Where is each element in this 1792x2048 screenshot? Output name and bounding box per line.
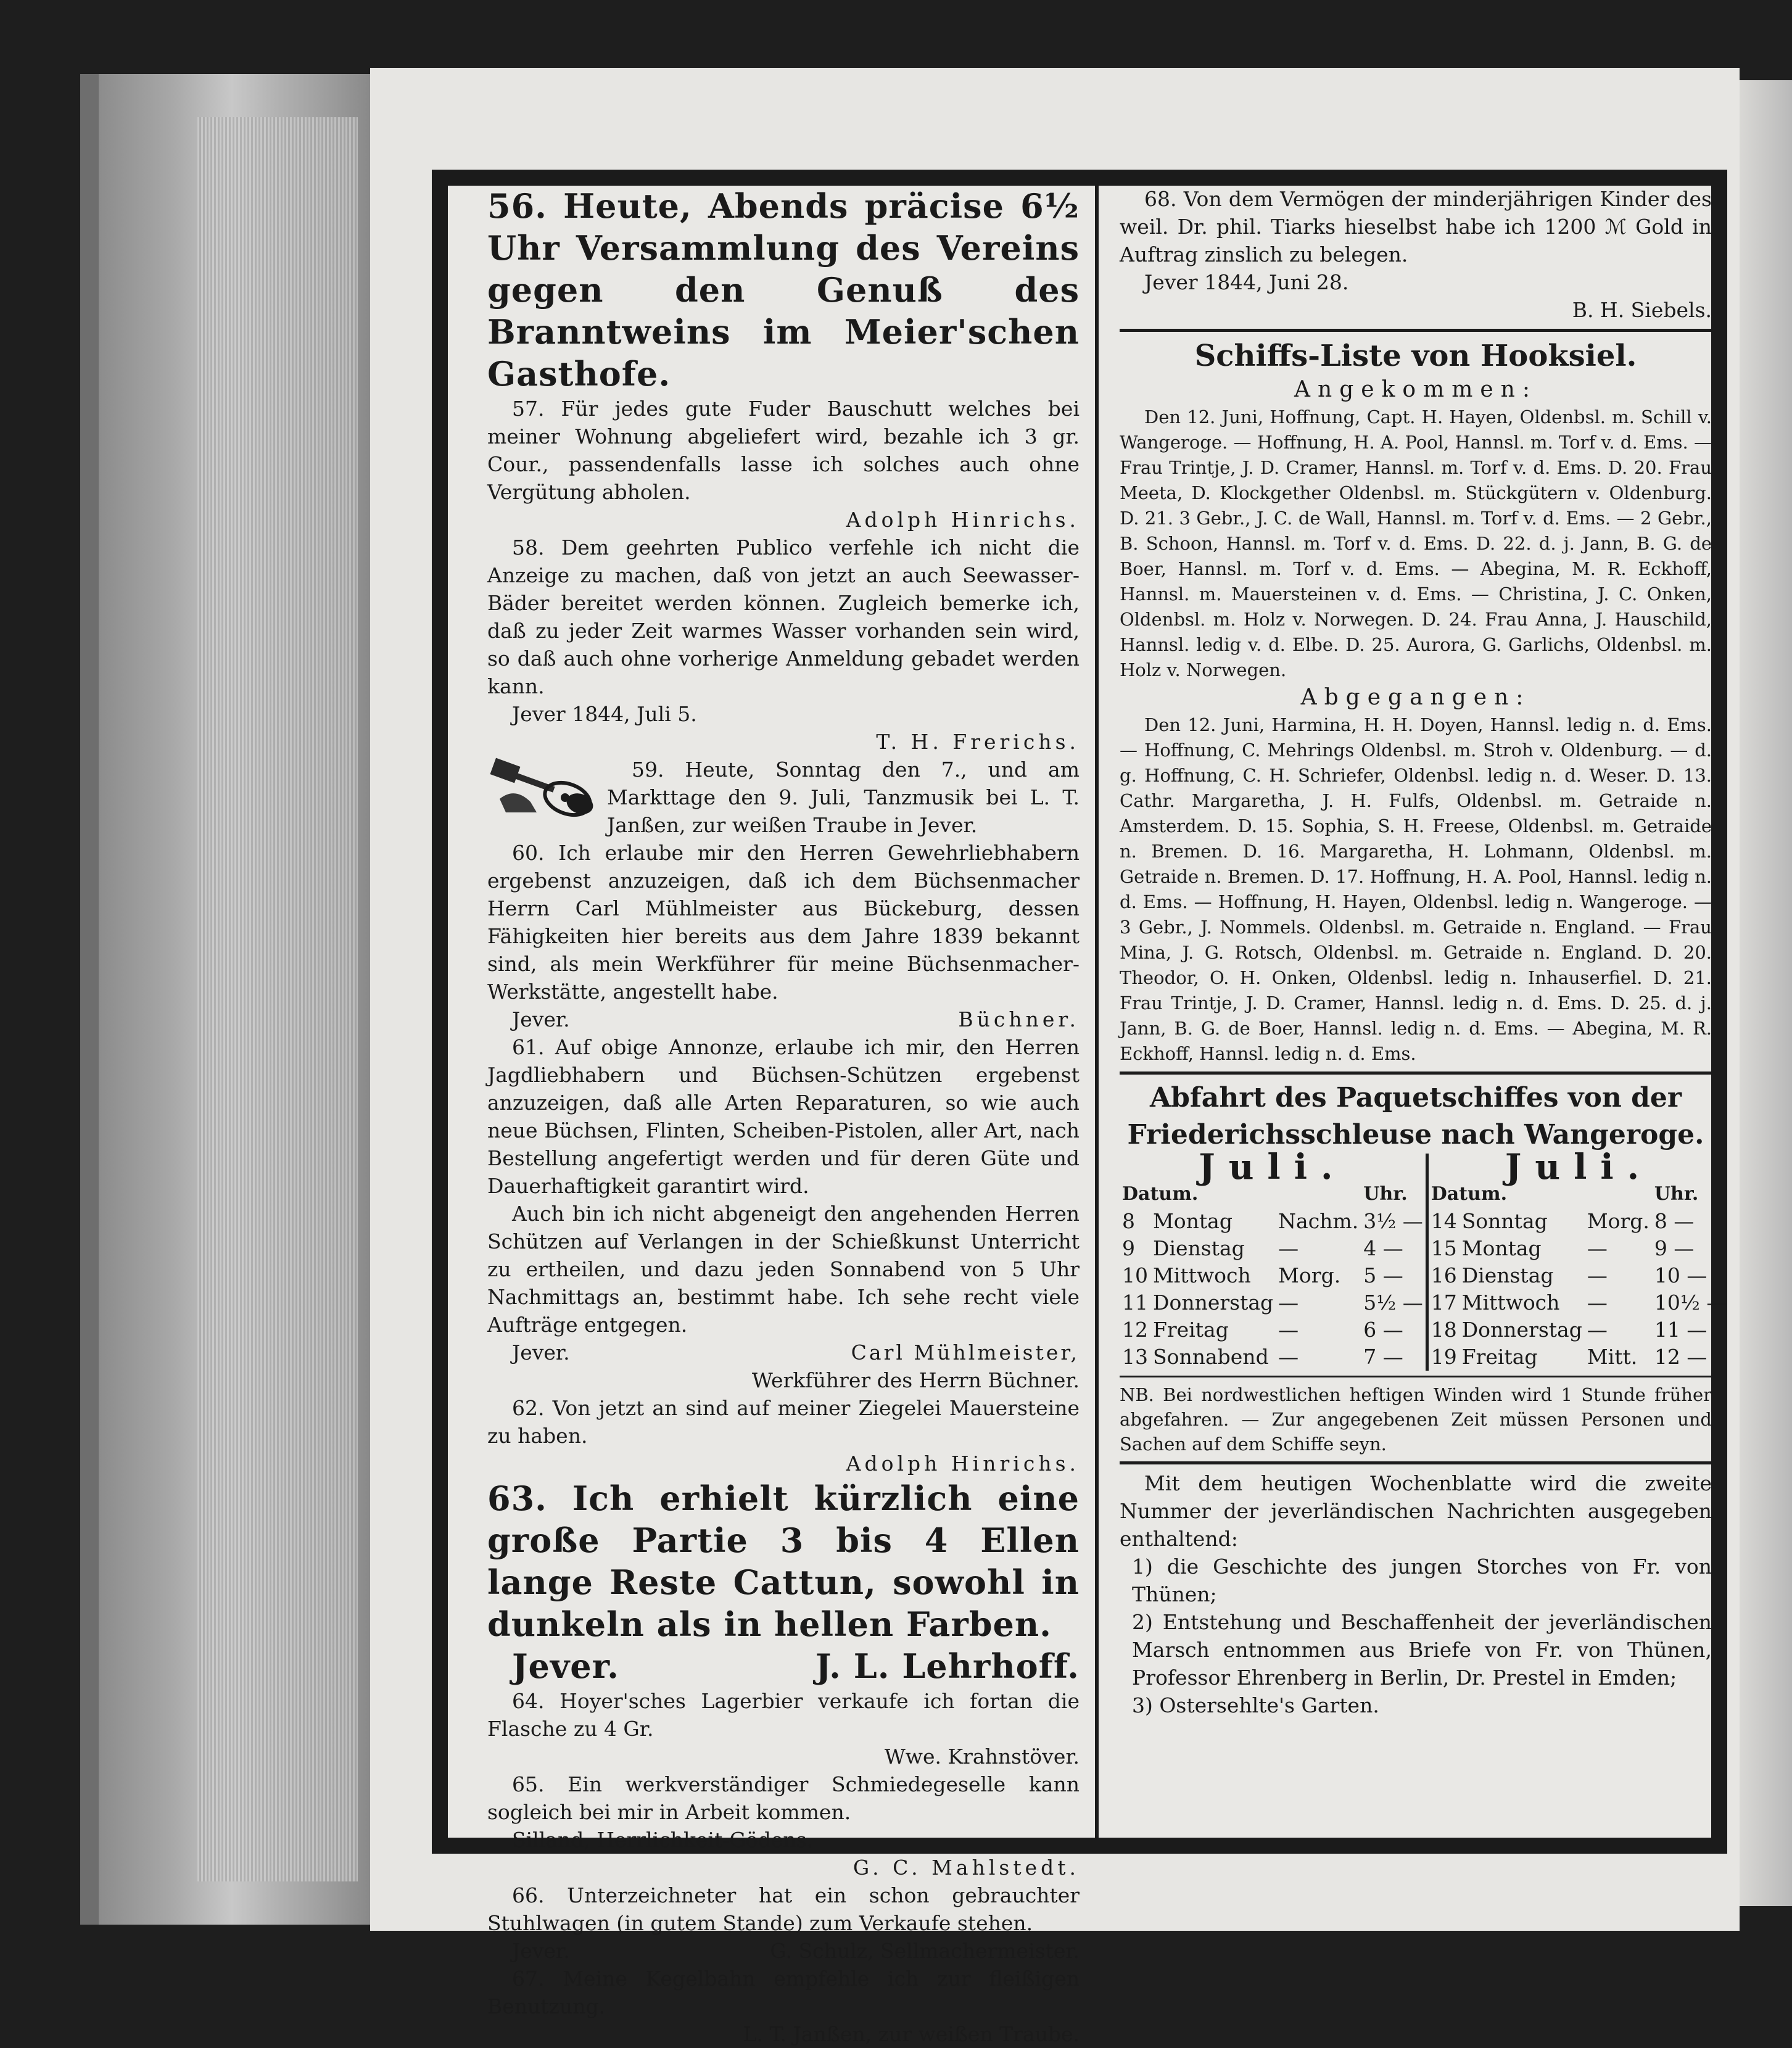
schedule-hour: 10½ —	[1654, 1290, 1727, 1315]
schedule-head-date-left: Datum.	[1122, 1183, 1199, 1205]
schedule-hour: 6 —	[1361, 1316, 1427, 1344]
schedule-month-right: Juli.	[1505, 1147, 1653, 1187]
schedule-note: NB. Bei nordwestlichen heftigen Winden wird 1 Stunde früher abgefahren. — Zur angegebenen Zeit müssen Personen und Sachen auf dem Schiffe seyn.	[1120, 1384, 1712, 1455]
notice-57-signature: Adolph Hinrichs.	[846, 508, 1080, 532]
schedule-date: 13	[1122, 1345, 1148, 1369]
notice-64: 64. Hoyer'sches Lagerbier verkaufe ich fortan die Flasche zu 4 Gr.	[487, 1689, 1080, 1741]
notice-66: 66. Unterzeichneter hat ein schon gebrauchter Stuhlwagen (in gutem Stande) zum Verkaufe stehen.	[487, 1883, 1080, 1935]
schedule-date: 15	[1431, 1236, 1457, 1260]
schedule-day: Donnerstag	[1153, 1290, 1274, 1315]
notice-57: 57. Für jedes gute Fuder Bauschutt welches bei meiner Wohnung abgeliefert wird, bezahle ich 3 gr. Cour., passendenfalls lasse ich solches auch ohne Vergütung abholen.	[487, 397, 1080, 504]
schedule-hour: 8 —	[1654, 1209, 1695, 1233]
notice-60: 60. Ich erlaube mir den Herren Gewehrliebhabern ergebenst anzuzeigen, daß ich dem Büchsenmacher Herrn Carl Mühlmeister aus Bückeburg, dessen Fähigkeiten hier bereits aus dem Jahre 1839 bekannt sind, als mein Werkführer für meine Büchsenmacher-Werkstätte, angestellt habe.	[487, 841, 1080, 1004]
schedule-day: Freitag	[1153, 1318, 1229, 1342]
schedule-date: 11	[1122, 1290, 1148, 1315]
schedule-hour: 5 —	[1361, 1262, 1427, 1289]
notice-63-footer	[487, 1645, 1080, 1687]
schedule-time-of-day: Morg.	[1278, 1263, 1341, 1287]
notice-66-signature: G. Schulz, Sellmachermeister.	[770, 1939, 1080, 1963]
schedule-row	[1120, 1289, 1729, 1316]
schedule-time-of-day: Morg.	[1587, 1209, 1650, 1233]
supplement-items	[1120, 1553, 1712, 1719]
notice-60-footer	[487, 1005, 1080, 1033]
schedule-date: 17	[1431, 1290, 1457, 1315]
notice-59-block	[487, 756, 1080, 839]
schedule-day: Mittwoch	[1153, 1263, 1251, 1287]
schedule-rule	[1120, 1376, 1712, 1377]
left-column	[487, 185, 1080, 2048]
schedule-hour: 5½ —	[1361, 1289, 1427, 1316]
schedule-date: 16	[1431, 1263, 1457, 1287]
schedule-day: Dienstag	[1461, 1263, 1554, 1287]
guitar-icon	[487, 756, 598, 817]
notice-61-continued: Auch bin ich nicht abgeneigt den angehenden Herren Schützen auf Verlangen in der Schießkunst Unterricht zu ertheilen, und dazu jeden Sonnabend von 5 Uhr Nachmittags an, bestimmt habe. Ich sehe recht viele Aufträge entgegen.	[487, 1202, 1080, 1337]
notice-60-signature: Büchner.	[958, 1007, 1080, 1031]
schedule-hour: 3½ —	[1361, 1208, 1427, 1235]
schedule-time-of-day: Mitt.	[1587, 1345, 1638, 1369]
notice-59: 59. Heute, Sonntag den 7., und am Markttage den 9. Juli, Tanzmusik bei L. T. Janßen, zur weißen Traube in Jever.	[607, 758, 1080, 837]
supplement-item: 1) die Geschichte des jungen Storches von Fr. von Thünen;	[1132, 1555, 1712, 1606]
notice-68-signature: B. H. Siebels.	[1572, 298, 1712, 322]
schedule-head-time-right: Uhr.	[1654, 1183, 1699, 1205]
schedule-date: 19	[1431, 1345, 1457, 1369]
notice-62: 62. Von jetzt an sind auf meiner Ziegelei Mauersteine zu haben.	[487, 1396, 1080, 1448]
supplement-intro: Mit dem heutigen Wochenblatte wird die zweite Nummer der jeverländischen Nachrichten ausgegeben enthaltend:	[1120, 1471, 1712, 1551]
notice-65: 65. Ein werkverständiger Schmiedegeselle kann sogleich bei mir in Arbeit kommen.	[487, 1772, 1080, 1824]
arrived-list: Den 12. Juni, Hoffnung, Capt. H. Hayen, Oldenbsl. m. Schill v. Wangeroge. — Hoffnung, H. A. Pool, Hannsl. m. Torf v. d. Ems. — Frau Trintje, J. D. Cramer, Hannsl. m. Torf v. d. Ems. D. 20. Frau Meeta, D. Klockgether Oldenbsl. m. Stückgütern v. Oldenburg. D. 21. 3 Gebr., J. C. de Wall, Hannsl. m. Torf v. d. Ems. — 2 Gebr., B. Schoon, Hannsl. m. Torf v. d. Ems. D. 22. d. j. Jann, B. G. de Boer, Hannsl. m. Torf v. d. Ems. — Abegina, M. R. Eckhoff, Hannsl. m. Mauersteinen v. d. Ems. — Christina, J. C. Onken, Oldenbsl. m. Holz v. Norwegen. D. 24. Frau Anna, J. Hauschild, Hannsl. ledig v. d. Elbe. D. 25. Aurora, G. Garlichs, Oldenbsl. m. Holz v. Norwegen.	[1120, 407, 1712, 680]
schedule-day: Sonnabend	[1153, 1345, 1269, 1369]
right-column	[1120, 185, 1727, 1719]
schedule-date: 8	[1122, 1209, 1135, 1233]
schedule-row	[1120, 1262, 1729, 1289]
next-page-edge	[1740, 80, 1792, 1906]
notice-61-place: Jever.	[512, 1340, 570, 1365]
notice-65-place: Silland, Herrlichkeit-Gödens.	[512, 1828, 814, 1852]
schedule-time-of-day: —	[1278, 1318, 1299, 1342]
schedule-hour: 12 —	[1654, 1345, 1707, 1369]
section-rule	[1120, 1461, 1712, 1464]
notice-60-place: Jever.	[512, 1007, 570, 1031]
notice-65-signature: G. C. Mahlstedt.	[853, 1856, 1080, 1880]
book-page-edges	[80, 74, 395, 1925]
schedule-time-of-day: —	[1278, 1345, 1299, 1369]
notice-58-date: Jever 1844, Juli 5.	[512, 702, 697, 726]
schedule-time-of-day: —	[1278, 1236, 1299, 1260]
ship-list-title: Schiffs-Liste von Hooksiel.	[1194, 339, 1637, 373]
schedule-time-of-day: —	[1587, 1290, 1608, 1315]
schedule-date: 12	[1122, 1318, 1148, 1342]
notice-63-place: Jever.	[512, 1646, 619, 1686]
schedule-row	[1120, 1344, 1729, 1371]
notice-62-signature: Adolph Hinrichs.	[846, 1451, 1080, 1476]
schedule-hour: 4 —	[1361, 1235, 1427, 1262]
notice-61-signature: Carl Mühlmeister,	[851, 1340, 1080, 1365]
schedule-table	[1120, 1147, 1729, 1371]
schedule-head-time-left: Uhr.	[1361, 1181, 1427, 1208]
arrived-heading: Angekommen:	[1294, 377, 1537, 402]
notice-68: 68. Von dem Vermögen der minderjährigen Kinder des weil. Dr. phil. Tiarks hieselbst habe ich 1200 ℳ Gold in Auftrag zinslich zu belegen.	[1120, 187, 1712, 266]
column-divider	[1095, 185, 1099, 1838]
notice-67-signature: L. T. Janßen, zur weißen Traube.	[743, 2022, 1080, 2046]
schedule-hour: 10 —	[1654, 1263, 1707, 1287]
schedule-time-of-day: Nachm.	[1278, 1209, 1359, 1233]
schedule-date: 18	[1431, 1318, 1457, 1342]
notice-58-signature: T. H. Frerichs.	[876, 730, 1080, 754]
schedule-day: Montag	[1461, 1236, 1542, 1260]
schedule-head-date-right: Datum.	[1431, 1183, 1508, 1205]
notice-66-place: Jever.	[512, 1939, 570, 1963]
notice-61-signature-title: Werkführer des Herrn Büchner.	[751, 1368, 1080, 1392]
notice-58: 58. Dem geehrten Publico verfehle ich nicht die Anzeige zu machen, daß von jetzt an auch Seewasser-Bäder bereitet werden können. Zugleich bemerke ich, daß zu jeder Zeit warmes Wasser vorhanden sein wird, so daß auch ohne vorherige Anmeldung gebadet werden kann.	[487, 535, 1080, 698]
schedule-time-of-day: —	[1587, 1318, 1608, 1342]
schedule-date: 9	[1122, 1236, 1135, 1260]
section-rule	[1120, 1071, 1712, 1075]
notice-63: 63. Ich erhielt kürzlich eine große Partie 3 bis 4 Ellen lange Reste Cattun, sowohl in dunkeln als in hellen Farben.	[487, 1479, 1080, 1644]
schedule-day: Mittwoch	[1461, 1290, 1560, 1315]
schedule-time-of-day: —	[1587, 1263, 1608, 1287]
notice-63-signature: J. L. Lehrhoff.	[815, 1646, 1080, 1686]
notice-66-footer	[487, 1937, 1080, 1965]
supplement-item: 2) Entstehung und Beschaffenheit der jeverländischen Marsch entnommen aus Briefe von Fr. von Thünen, Professor Ehrenberg in Berlin, Dr. Prestel in Emden;	[1132, 1610, 1712, 1690]
supplement-item: 3) Ostersehlte's Garten.	[1132, 1693, 1379, 1717]
notice-61-footer	[487, 1339, 1080, 1366]
notice-64-signature: Wwe. Krahnstöver.	[884, 1745, 1080, 1769]
schedule-day: Donnerstag	[1461, 1318, 1582, 1342]
schedule-day: Sonntag	[1461, 1209, 1548, 1233]
schedule-date: 10	[1122, 1263, 1148, 1287]
schedule-month-left: Juli.	[1120, 1154, 1427, 1181]
schedule-title: Abfahrt des Paquetschiffes von der Friederichsschleuse nach Wangeroge.	[1127, 1082, 1704, 1150]
schedule-time-of-day: —	[1278, 1290, 1299, 1315]
schedule-hour: 11 —	[1654, 1318, 1707, 1342]
schedule-time-of-day: —	[1587, 1236, 1608, 1260]
notice-56: 56. Heute, Abends präcise 6½ Uhr Versammlung des Vereins gegen den Genuß des Branntweins im Meier'schen Gasthofe.	[487, 186, 1080, 394]
schedule-hour: 7 —	[1361, 1344, 1427, 1371]
departed-list: Den 12. Juni, Harmina, H. H. Doyen, Hannsl. ledig n. d. Ems. — Hoffnung, C. Mehrings Oldenbsl. m. Stroh v. Oldenburg. — d. g. Hoffnung, C. H. Schriefer, Oldenbsl. ledig n. d. Weser. D. 13. Cathr. Margaretha, J. H. Fulfs, Oldenbsl. m. Getraide n. Amsterdem. D. 15. Sophia, S. H. Freese, Oldenbsl. m. Getraide n. Bremen. D. 16. Margaretha, H. Lohmann, Oldenbsl. m. Getraide n. Bremen. D. 17. Hoffnung, H. A. Pool, Hannsl. ledig n. d. Ems. — Hoffnung, H. Hayen, Oldenbsl. ledig n. Wangeroge. — 3 Gebr., J. Nommels. Oldenbsl. m. Getraide n. England. — Frau Mina, J. G. Rotsch, Oldenbsl. m. Getraide n. England. D. 20. Theodor, O. H. Onken, Oldenbsl. ledig n. Inhauserfiel. D. 21. Frau Trintje, J. D. Cramer, Hannsl. ledig n. d. Ems. D. 25. d. j. Jann, B. G. de Boer, Hannsl. ledig n. d. Ems. — Abegina, M. R. Eckhoff, Hannsl. ledig n. d. Ems.	[1120, 714, 1712, 1064]
schedule-row	[1120, 1208, 1729, 1235]
section-rule	[1120, 329, 1712, 332]
notice-61: 61. Auf obige Annonze, erlaube ich mir, den Herren Jagdliebhabern und Büchsen-Schützen ergebenst anzuzeigen, daß alle Arten Reparaturen, so wie auch neue Büchsen, Flinten, Scheiben-Pistolen, aller Art, nach Bestellung angefertigt werden und für deren Güte und Dauerhaftigkeit garantirt wird.	[487, 1035, 1080, 1198]
schedule-hour: 9 —	[1654, 1236, 1695, 1260]
notice-67: 67. Meine Kegelbahn empfehle ich zur fleißigen Benutzung.	[487, 1967, 1080, 2018]
schedule-row	[1120, 1235, 1729, 1262]
notice-68-date: Jever 1844, Juni 28.	[1144, 270, 1349, 294]
schedule-date: 14	[1431, 1209, 1457, 1233]
schedule-day: Montag	[1153, 1209, 1233, 1233]
schedule-day: Freitag	[1461, 1345, 1538, 1369]
schedule-day: Dienstag	[1153, 1236, 1245, 1260]
schedule-row	[1120, 1316, 1729, 1344]
departed-heading: Abgegangen:	[1300, 685, 1531, 710]
